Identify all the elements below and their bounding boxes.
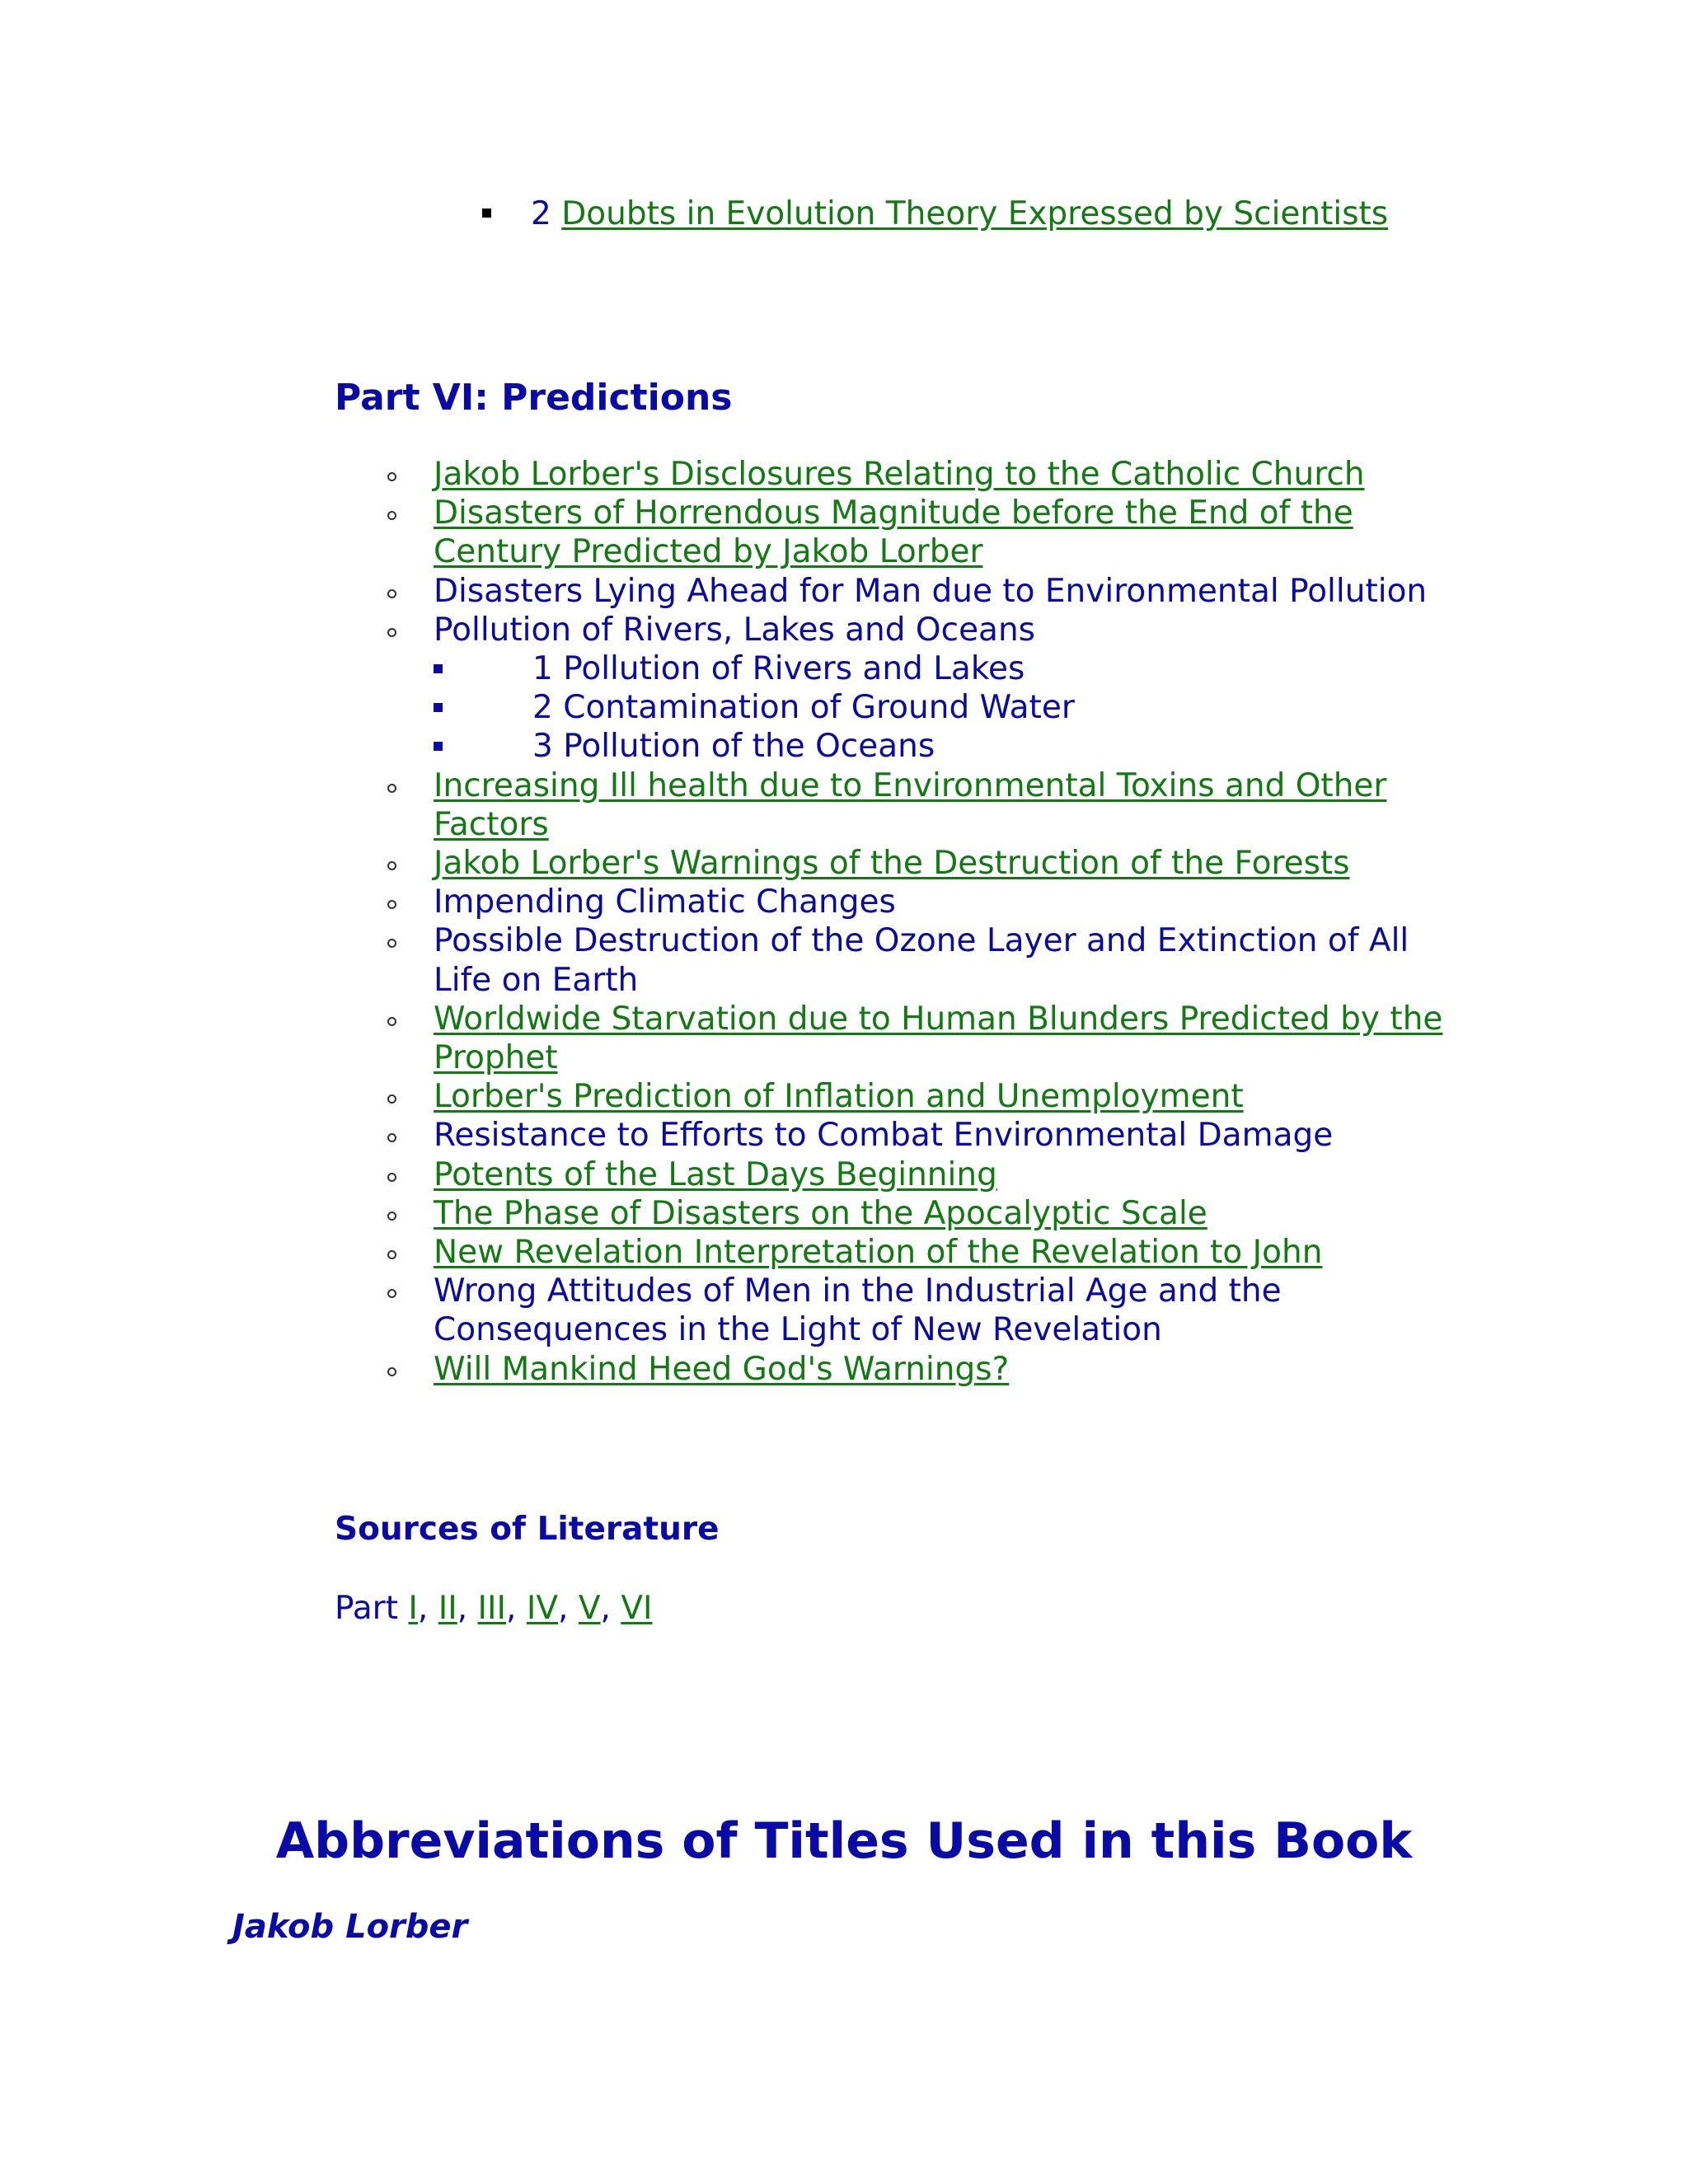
prediction-link[interactable]: New Revelation Interpretation of the Revelation to John	[434, 1234, 1323, 1272]
prediction-link[interactable]: Will Mankind Heed God's Warnings?	[434, 1350, 1010, 1388]
prediction-link[interactable]: Worldwide Starvation due to Human Blunders Predicted by the Prophet	[434, 1000, 1443, 1077]
predictions-list	[335, 455, 1456, 1389]
circle-bullet-icon	[387, 939, 396, 948]
sub-list-item	[434, 649, 1456, 688]
circle-bullet-icon	[387, 1173, 396, 1182]
prediction-link[interactable]: Jakob Lorber's Warnings of the Destruction of the Forests	[434, 845, 1350, 883]
sub-list	[434, 649, 1456, 766]
square-bullet-icon	[434, 742, 443, 751]
prediction-text: Disasters Lying Ahead for Man due to Environmental Pollution	[434, 572, 1428, 610]
sources-heading: Sources of Literature	[335, 1511, 720, 1548]
circle-bullet-icon	[387, 1367, 396, 1376]
prediction-link[interactable]: The Phase of Disasters on the Apocalyptic Scale	[434, 1194, 1207, 1232]
part-heading: Part VI: Predictions	[335, 377, 733, 419]
parts-prefix: Part	[335, 1590, 398, 1627]
part-link[interactable]: II	[438, 1590, 457, 1627]
prediction-text: Possible Destruction of the Ozone Layer and Extinction of All Life on Earth	[434, 922, 1409, 999]
sub-item-text: 1 Pollution of Rivers and Lakes	[532, 650, 1025, 688]
sub-item-text: 2 Contamination of Ground Water	[532, 689, 1075, 727]
list-item	[335, 611, 1456, 766]
prediction-link[interactable]: Jakob Lorber's Disclosures Relating to the Catholic Church	[434, 456, 1365, 493]
list-item	[335, 455, 1456, 494]
item-number: 2	[531, 195, 551, 232]
square-bullet-icon	[434, 703, 443, 712]
prediction-text: Pollution of Rivers, Lakes and Oceans	[434, 611, 1035, 649]
part-link[interactable]: V	[578, 1590, 601, 1627]
part-link[interactable]: VI	[621, 1590, 653, 1627]
circle-bullet-icon	[387, 861, 396, 870]
circle-bullet-icon	[387, 1289, 396, 1298]
circle-bullet-icon	[387, 784, 396, 793]
list-item	[335, 766, 1456, 844]
circle-bullet-icon	[387, 1017, 396, 1026]
prediction-link[interactable]: Lorber's Prediction of Inflation and Unemployment	[434, 1078, 1244, 1116]
parts-line: Part I, II, III, IV, V, VI	[335, 1590, 653, 1627]
circle-bullet-icon	[387, 1250, 396, 1259]
author-heading: Jakob Lorber	[232, 1908, 468, 1946]
sub-item-text: 3 Pollution of the Oceans	[532, 728, 935, 766]
prediction-link[interactable]: Disasters of Horrendous Magnitude before the End of the Century Predicted by Jakob Lorber	[434, 494, 1353, 571]
circle-bullet-icon	[387, 1094, 396, 1104]
square-bullet-icon	[434, 664, 443, 673]
list-item	[335, 921, 1456, 999]
circle-bullet-icon	[387, 900, 396, 909]
prediction-text: Resistance to Efforts to Combat Environmental Damage	[434, 1117, 1334, 1155]
sub-list-item	[434, 727, 1456, 766]
list-item	[335, 1233, 1456, 1272]
circle-bullet-icon	[387, 472, 396, 481]
circle-bullet-icon	[387, 1212, 396, 1221]
circle-bullet-icon	[387, 1133, 396, 1142]
list-item	[335, 844, 1456, 883]
link-doubts-evolution[interactable]: Doubts in Evolution Theory Expressed by Scientists	[561, 195, 1389, 232]
list-item	[335, 494, 1456, 571]
circle-bullet-icon	[387, 589, 396, 598]
prediction-text: Impending Climatic Changes	[434, 883, 896, 921]
square-bullet-icon	[482, 209, 491, 218]
list-item	[335, 1077, 1456, 1116]
list-item	[335, 572, 1456, 611]
part-link[interactable]: IV	[526, 1590, 559, 1627]
list-item	[335, 1350, 1456, 1389]
list-item	[335, 1272, 1456, 1349]
list-item	[335, 1116, 1456, 1155]
circle-bullet-icon	[387, 628, 396, 637]
prediction-text: Wrong Attitudes of Men in the Industrial Age and the Consequences in the Light of New Revelation	[434, 1272, 1282, 1349]
circle-bullet-icon	[387, 511, 396, 520]
list-item	[335, 1194, 1456, 1233]
abbreviations-title: Abbreviations of Titles Used in this Book	[275, 1812, 1413, 1870]
part-link[interactable]: I	[408, 1590, 418, 1627]
sub-list-item	[434, 688, 1456, 727]
prediction-link[interactable]: Increasing Ill health due to Environmental Toxins and Other Factors	[434, 766, 1387, 843]
part-link[interactable]: III	[477, 1590, 507, 1627]
list-item	[335, 1000, 1456, 1077]
list-item	[482, 190, 1388, 239]
list-item	[335, 883, 1456, 921]
list-item	[335, 1155, 1456, 1194]
prediction-link[interactable]: Potents of the Last Days Beginning	[434, 1155, 997, 1193]
